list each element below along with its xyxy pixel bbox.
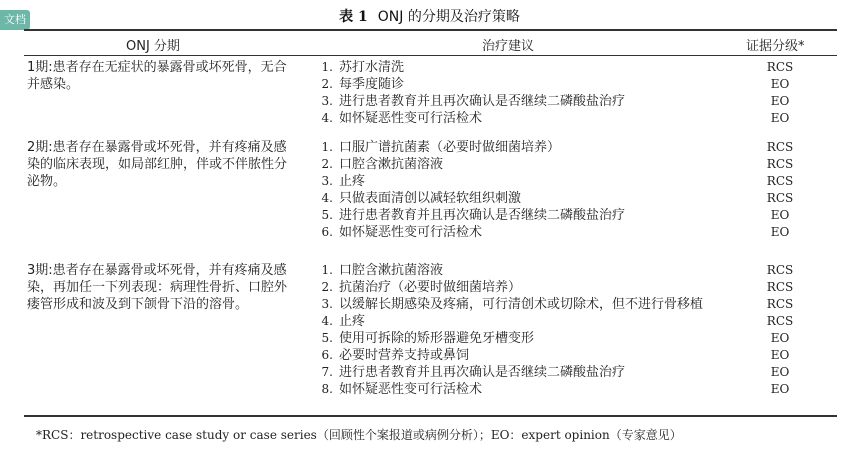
top-rule	[24, 29, 837, 31]
list-item: 2. 口腔含漱抗菌溶液	[321, 157, 444, 172]
list-item: 6. 如怀疑恶性变可行活检术	[321, 225, 483, 240]
evidence-level: EO	[770, 94, 790, 108]
evidence-level: RCS	[766, 60, 794, 74]
evidence-level: EO	[770, 348, 790, 362]
stage-2-description: 2期:患者存在暴露骨或坏死骨，并有疼痛及感染的临床表现，如局部红肿，伴或不伴脓性分泌物。	[27, 140, 288, 189]
caption-label: 表 1	[339, 9, 368, 25]
stage-3-treatments	[313, 262, 733, 398]
header-evidence: 证据分级*	[746, 39, 805, 54]
list-item: 5. 进行患者教育并且再次确认是否继续二磷酸盐治疗	[321, 208, 626, 223]
evidence-level: RCS	[766, 174, 794, 188]
evidence-level: RCS	[766, 140, 794, 154]
evidence-level: RCS	[766, 297, 794, 311]
evidence-level: EO	[770, 365, 790, 379]
evidence-level: EO	[770, 111, 790, 125]
list-item: 2. 抗菌治疗（必要时做细菌培养）	[321, 280, 522, 295]
evidence-level: EO	[770, 225, 790, 239]
list-item: 8. 如怀疑恶性变可行活检术	[321, 382, 483, 397]
evidence-level: EO	[770, 331, 790, 345]
stage-2-treatments	[313, 139, 733, 241]
bottom-rule	[24, 415, 837, 417]
header-treatment: 治疗建议	[482, 39, 535, 54]
list-item: 3. 止疼	[321, 174, 366, 189]
evidence-level: EO	[770, 382, 790, 396]
list-item: 6. 必要时营养支持或鼻饲	[321, 348, 470, 363]
stage-1-treatments	[313, 59, 733, 127]
evidence-level: RCS	[766, 191, 794, 205]
list-item: 7. 进行患者教育并且再次确认是否继续二磷酸盐治疗	[321, 365, 626, 380]
stage-3-evidence	[745, 262, 815, 398]
evidence-level: RCS	[766, 280, 794, 294]
evidence-level: RCS	[766, 263, 794, 277]
header-stage: ONJ 分期	[126, 39, 180, 54]
header-rule	[24, 55, 837, 56]
list-item: 1. 苏打水清洗	[321, 60, 405, 75]
table-caption	[0, 6, 859, 26]
list-item: 5. 使用可拆除的矫形器避免牙槽变形	[321, 331, 535, 346]
stage-2-evidence	[745, 139, 815, 241]
stage-1-description: 1期:患者存在无症状的暴露骨或坏死骨，无合并感染。	[27, 60, 287, 92]
list-item: 3. 进行患者教育并且再次确认是否继续二磷酸盐治疗	[321, 94, 626, 109]
list-item: 4. 止疼	[321, 314, 366, 329]
stage-3-description: 3期:患者存在暴露骨或坏死骨，并有疼痛及感染，再加任一下列表现：病理性骨折、口腔外瘘管形成和波及到下颌骨下沿的溶骨。	[27, 263, 288, 312]
evidence-level: RCS	[766, 314, 794, 328]
evidence-level: EO	[770, 208, 790, 222]
list-item: 2. 每季度随诊	[321, 77, 405, 92]
list-item: 4. 如怀疑恶性变可行活检术	[321, 111, 483, 126]
table-footnote: *RCS：retrospective case study or case series（回顾性个案报道或病例分析）；EO：expert opinion（专家意见）	[36, 428, 682, 442]
stage-1-evidence	[745, 59, 815, 127]
caption-title: ONJ 的分期及治疗策略	[377, 9, 520, 25]
evidence-level: EO	[770, 77, 790, 91]
evidence-level: RCS	[766, 157, 794, 171]
list-item: 1. 口腔含漱抗菌溶液	[321, 263, 444, 278]
list-item: 1. 口服广谱抗菌素（必要时做细菌培养）	[321, 140, 561, 155]
list-item: 4. 只做表面清创以减轻软组织刺激	[321, 191, 522, 206]
list-item: 3. 以缓解长期感染及疼痛，可行清创术或切除术，但不进行骨移植	[321, 297, 704, 312]
doc-badge[interactable]: 文档	[0, 10, 30, 30]
